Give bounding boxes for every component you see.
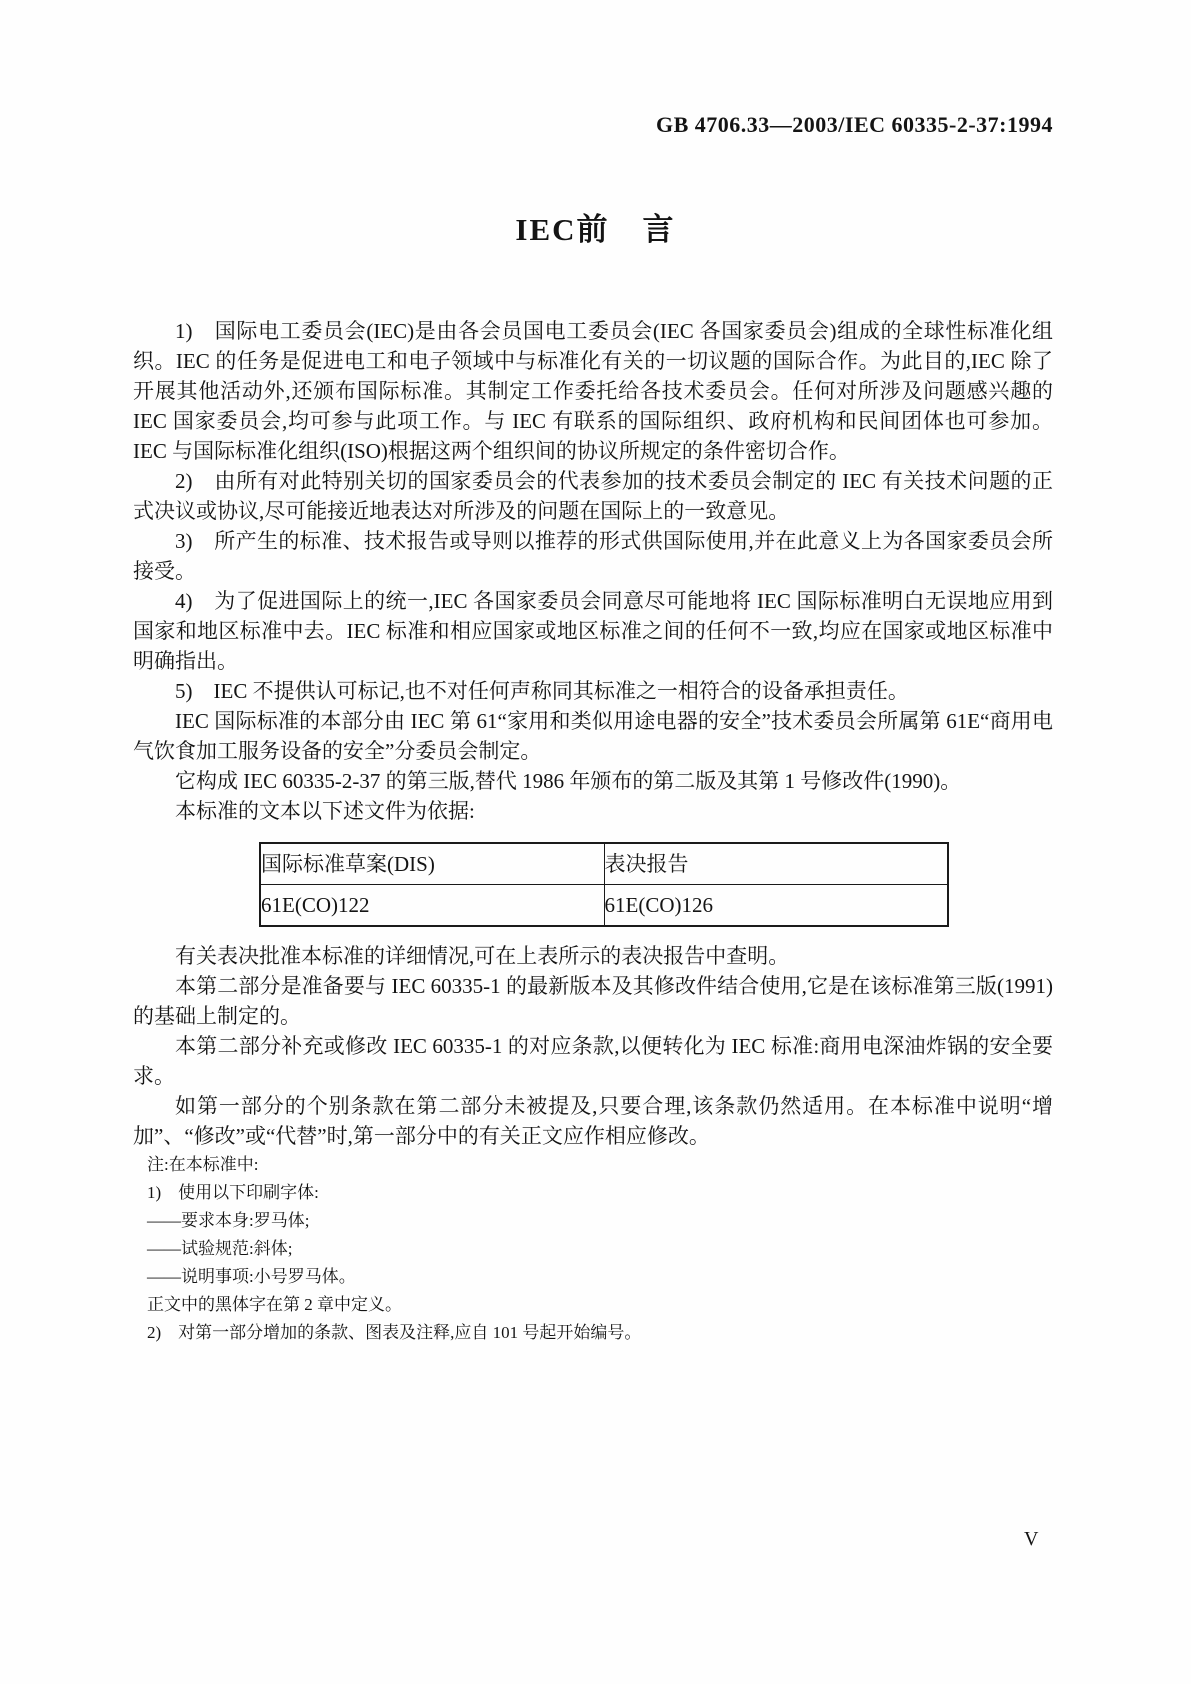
table-header-cell: 国际标准草案(DIS) [260, 843, 604, 885]
foreword-paragraph: 如第一部分的个别条款在第二部分未被提及,只要合理,该条款仍然适用。在本标准中说明“增加”、“修改”或“代替”时,第一部分中的有关正文应作相应修改。 [133, 1094, 1053, 1148]
page-title: IEC前 言 [515, 212, 676, 247]
note-line: 注:在本标准中: [147, 1155, 259, 1174]
foreword-paragraph: 2) 由所有对此特别关切的国家委员会的代表参加的技术委员会制定的 IEC 有关技术问题的正式决议或协议,尽可能接近地表达对所涉及的问题在国际上的一致意见。 [133, 469, 1053, 523]
foreword-paragraph: 4) 为了促进国际上的统一,IEC 各国家委员会同意尽可能地将 IEC 国际标准明白无误地应用到国家和地区标准中去。IEC 标准和相应国家或地区标准之间的任何不一致,均应在国家或地区标准中明确指出。 [133, 589, 1053, 673]
table-cell: 61E(CO)122 [260, 885, 604, 927]
foreword-paragraph: 本标准的文本以下述文件为依据: [175, 799, 475, 823]
table-header-cell: 表决报告 [604, 843, 948, 885]
note-line: ——要求本身:罗马体; [147, 1211, 310, 1230]
foreword-paragraph: 有关表决批准本标准的详细情况,可在上表所示的表决报告中查明。 [175, 944, 790, 968]
table-row [260, 885, 948, 927]
foreword-paragraph: 5) IEC 不提供认可标记,也不对任何声称同其标准之一相符合的设备承担责任。 [175, 679, 909, 703]
note-block [147, 1151, 1053, 1347]
foreword-paragraph: 1) 国际电工委员会(IEC)是由各会员国电工委员会(IEC 各国家委员会)组成的全球性标准化组织。IEC 的任务是促进电工和电子领域中与标准化有关的一切议题的国际合作。为此目的,IEC 除了开展其他活动外,还颁布国际标准。其制定工作委托给各技术委员会。任何对所涉及问题感兴趣的 IEC 国家委员会,均可参与此项工作。与 IEC 有联系的国际组织、政府机构和民间团体也可参加。IEC 与国际标准化组织(ISO)根据这两个组织间的协议所规定的条件密切合作。 [133, 319, 1053, 463]
vote-report-table [259, 842, 949, 927]
note-line: 1) 使用以下印刷字体: [147, 1183, 319, 1202]
note-line: 正文中的黑体字在第 2 章中定义。 [147, 1295, 402, 1314]
foreword-body [133, 316, 1053, 1347]
foreword-paragraph: 本第二部分补充或修改 IEC 60335-1 的对应条款,以便转化为 IEC 标准:商用电深油炸锅的安全要求。 [133, 1034, 1053, 1088]
foreword-paragraph: IEC 国际标准的本部分由 IEC 第 61“家用和类似用途电器的安全”技术委员会所属第 61E“商用电气饮食加工服务设备的安全”分委员会制定。 [133, 709, 1053, 763]
foreword-paragraph: 3) 所产生的标准、技术报告或导则以推荐的形式供国际使用,并在此意义上为各国家委员会所接受。 [133, 529, 1053, 583]
page-number: V [1024, 1528, 1039, 1550]
vote-report-table-wrap [259, 842, 949, 927]
note-line: ——试验规范:斜体; [147, 1239, 293, 1258]
note-line: 2) 对第一部分增加的条款、图表及注释,应自 101 号起开始编号。 [147, 1323, 642, 1342]
standard-code-header: GB 4706.33—2003/IEC 60335-2-37:1994 [656, 112, 1053, 137]
foreword-paragraph: 本第二部分是准备要与 IEC 60335-1 的最新版本及其修改件结合使用,它是在该标准第三版(1991)的基础上制定的。 [133, 974, 1053, 1028]
foreword-paragraph: 它构成 IEC 60335-2-37 的第三版,替代 1986 年颁布的第二版及其第 1 号修改件(1990)。 [175, 769, 962, 793]
table-header-row [260, 843, 948, 885]
table-cell: 61E(CO)126 [604, 885, 948, 927]
note-line: ——说明事项:小号罗马体。 [147, 1267, 356, 1286]
